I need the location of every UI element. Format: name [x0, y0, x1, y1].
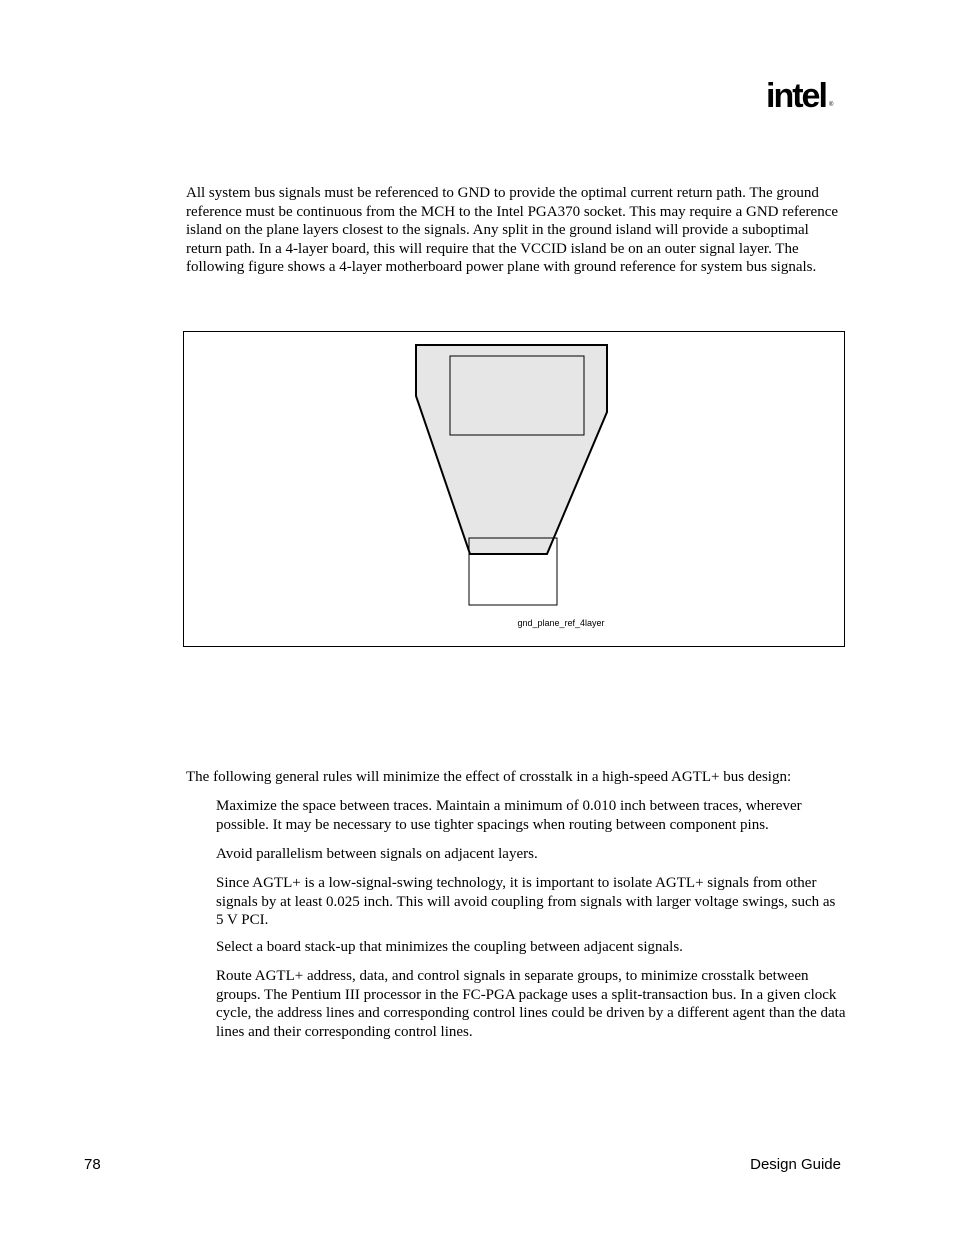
intel-logo [766, 74, 836, 116]
paragraph-gnd-reference: All system bus signals must be referenced to GND to provide the optimal current return path. The ground reference must be continuous from the MCH to the Intel PGA370 socket. This may require a GND reference island on the plane layers closest to the signals. Any split in the ground island will provide a suboptimal return path. In a 4-layer board, this will require that the VCCID island be on an outer signal layer. The following figure shows a 4-layer motherboard power plane with ground reference for system bus signals. [186, 185, 839, 275]
rule-item: Since AGTL+ is a low-signal-swing technology, it is important to isolate AGTL+ signals from other signals by at least 0.025 inch. This will avoid coupling from signals with larger voltage swings, such as 5 V PCI. [216, 875, 836, 928]
rule-item: Select a board stack-up that minimizes the coupling between adjacent signals. [216, 939, 683, 955]
gnd-plane-shape [416, 345, 607, 554]
paragraph-crosstalk-intro: The following general rules will minimize the effect of crosstalk in a high-speed AGTL+ bus design: [186, 769, 792, 785]
gnd-plane-diagram [184, 332, 844, 646]
rule-item: Avoid parallelism between signals on adjacent layers. [216, 846, 538, 862]
logo-wordmark: intel [766, 77, 826, 115]
gnd-plane-figure [183, 331, 845, 647]
footer-title: Design Guide [750, 1156, 841, 1173]
figure-label: gnd_plane_ref_4layer [517, 618, 605, 628]
logo-registered-mark: ® [829, 102, 834, 108]
rule-item: Route AGTL+ address, data, and control signals in separate groups, to minimize crosstalk between groups. The Pentium III processor in the FC-PGA package uses a split-transaction bus. In a given clock cycle, the address lines and corresponding control lines could be driven by a different agent than the data lines and their corresponding control lines. [216, 968, 846, 1040]
rule-item: Maximize the space between traces. Maintain a minimum of 0.010 inch between traces, wherever possible. It may be necessary to use tighter spacings when routing between component pins. [216, 798, 802, 833]
page-number: 78 [84, 1156, 101, 1173]
